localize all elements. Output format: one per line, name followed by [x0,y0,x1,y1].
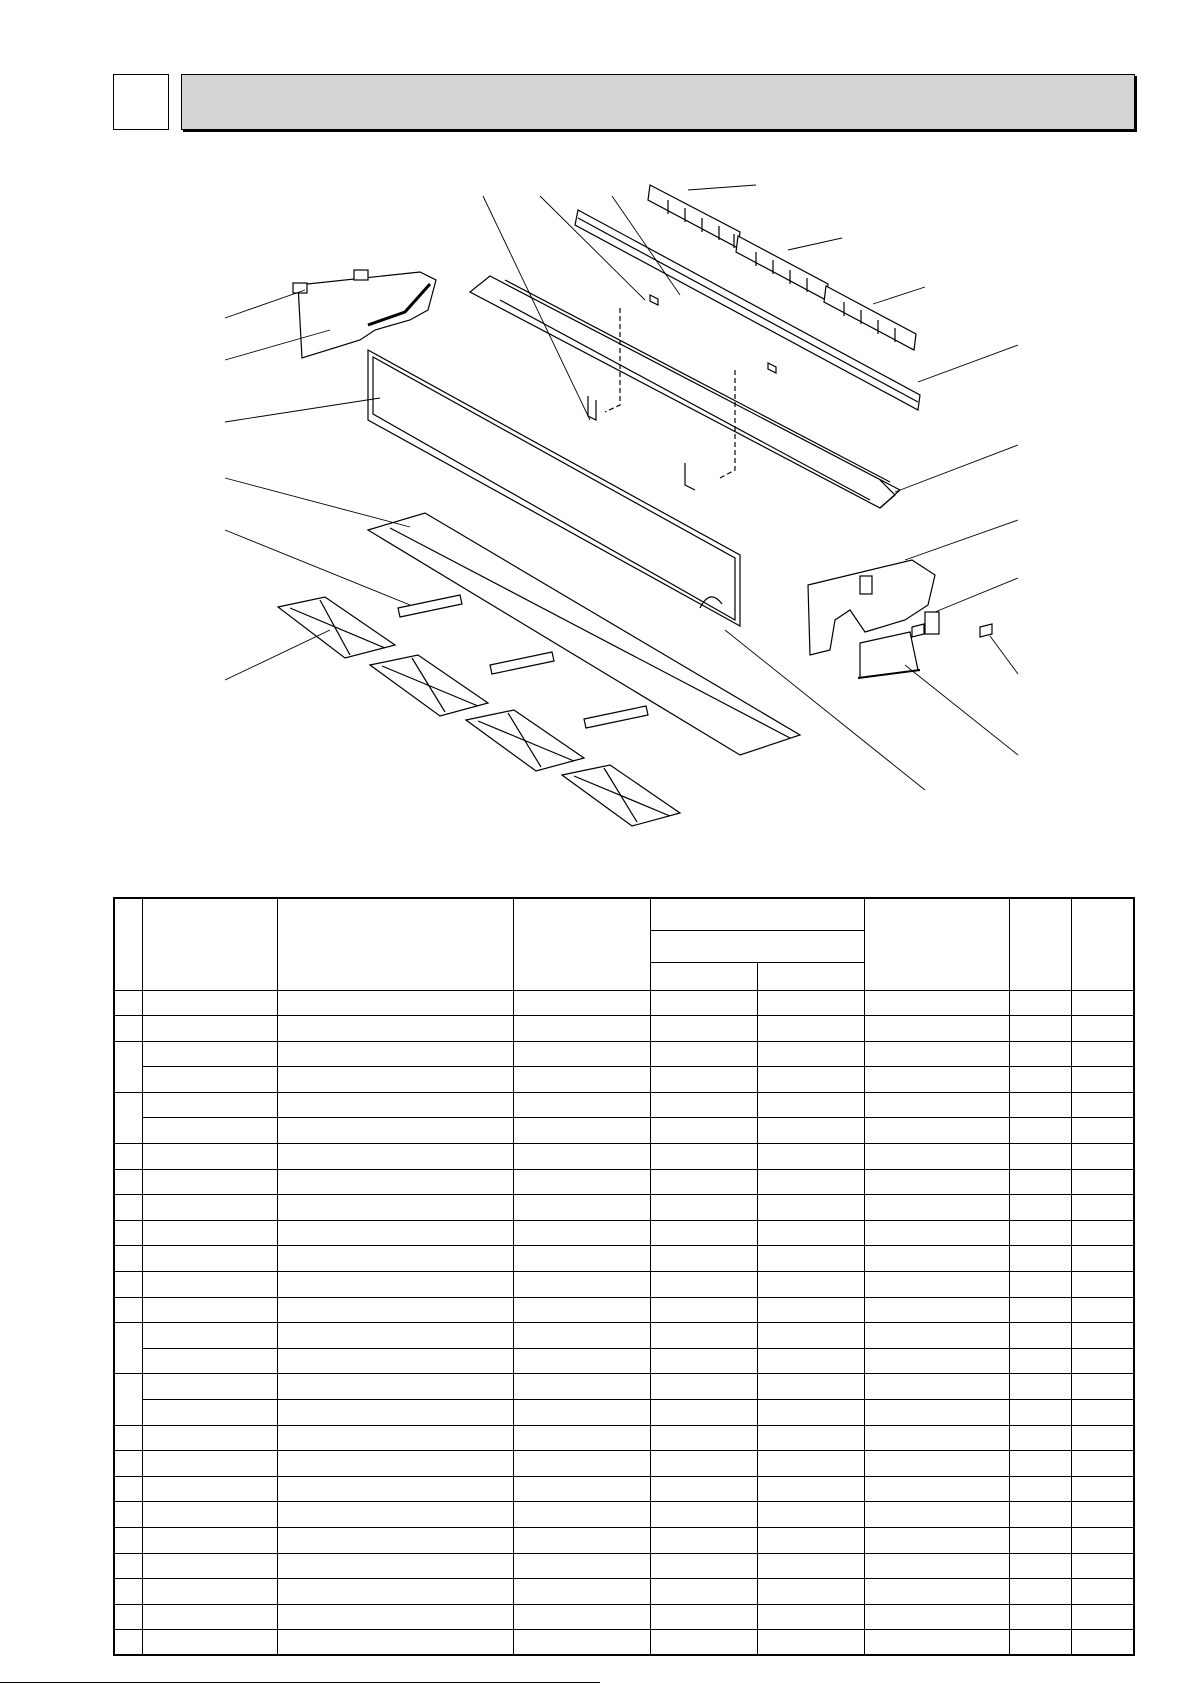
cell-qb [757,1067,864,1093]
cell-qa [650,1502,757,1528]
cell-spec [513,1067,650,1093]
cell-part-no [142,1067,277,1093]
cell-no [114,1297,142,1323]
cell-part-no [142,1297,277,1323]
cell-qb [757,1451,864,1477]
cell-qb [757,1220,864,1246]
cell-no [114,1195,142,1221]
cell-qa [650,1016,757,1042]
cell-spec [513,1348,650,1374]
cell-spec [513,1630,650,1656]
cell-name [277,1348,513,1374]
vane-strip-2 [736,236,828,300]
cell-w [1009,1092,1071,1118]
cell-w [1009,1553,1071,1579]
cell-remarks [864,1323,1009,1349]
cell-w [1009,990,1071,1016]
cell-r [1071,1016,1134,1042]
table-row [114,1092,1134,1118]
cell-w [1009,1476,1071,1502]
cell-qb [757,990,864,1016]
cell-remarks [864,1348,1009,1374]
cell-qa [650,1348,757,1374]
cell-r [1071,1579,1134,1605]
cell-spec [513,990,650,1016]
table-row [114,1195,1134,1221]
cell-name [277,1323,513,1349]
header-recommended-qty [1071,898,1134,990]
cell-part-no [142,1348,277,1374]
cell-r [1071,1144,1134,1170]
cell-r [1071,1092,1134,1118]
cell-spec [513,1016,650,1042]
cell-r [1071,1169,1134,1195]
cell-spec [513,1272,650,1298]
cell-w [1009,1272,1071,1298]
cell-w [1009,1502,1071,1528]
cell-w [1009,1067,1071,1093]
cell-r [1071,1195,1134,1221]
cell-remarks [864,1374,1009,1400]
cell-w [1009,1016,1071,1042]
cell-w [1009,1297,1071,1323]
cell-r [1071,990,1134,1016]
cell-qa [650,1297,757,1323]
cell-qa [650,1604,757,1630]
cell-no [114,1092,142,1143]
left-side-panel [293,270,436,358]
table-row [114,1630,1134,1656]
cell-part-no [142,1195,277,1221]
cell-remarks [864,1297,1009,1323]
table-row [114,1451,1134,1477]
cell-qa [650,1092,757,1118]
header-part-name [277,898,513,990]
cell-part-no [142,1630,277,1656]
air-filter-3 [466,710,584,771]
header-group-mid [650,930,864,962]
cell-part-no [142,1553,277,1579]
cell-spec [513,1195,650,1221]
cell-part-no [142,990,277,1016]
header-part-no [142,898,277,990]
cell-spec [513,1604,650,1630]
cell-remarks [864,1579,1009,1605]
cell-qa [650,1553,757,1579]
cell-part-no [142,1169,277,1195]
cell-name [277,1016,513,1042]
cell-qb [757,1144,864,1170]
cell-r [1071,1476,1134,1502]
cell-w [1009,1246,1071,1272]
cell-part-no [142,1502,277,1528]
cell-qa [650,1272,757,1298]
cell-qa [650,1374,757,1400]
cell-spec [513,1400,650,1426]
cell-r [1071,1220,1134,1246]
cell-spec [513,1553,650,1579]
cell-no [114,1425,142,1451]
table-row [114,1476,1134,1502]
cell-part-no [142,1604,277,1630]
cell-part-no [142,1451,277,1477]
cell-w [1009,1451,1071,1477]
table-row [114,1067,1134,1093]
table-row [114,1169,1134,1195]
cell-qa [650,1425,757,1451]
cell-spec [513,1220,650,1246]
cell-spec [513,1451,650,1477]
cell-remarks [864,1400,1009,1426]
cell-no [114,1527,142,1553]
cell-qa [650,1476,757,1502]
table-row [114,1220,1134,1246]
cell-qb [757,1553,864,1579]
cell-part-no [142,1527,277,1553]
cell-w [1009,1169,1071,1195]
cell-w [1009,1527,1071,1553]
cell-qa [650,1246,757,1272]
cell-spec [513,1041,650,1067]
cell-r [1071,1553,1134,1579]
cell-spec [513,1169,650,1195]
cell-qa [650,1067,757,1093]
header-sub-a [650,962,757,990]
cell-no [114,1604,142,1630]
cell-qb [757,1630,864,1656]
cell-remarks [864,1220,1009,1246]
cell-spec [513,1579,650,1605]
cell-part-no [142,1374,277,1400]
cell-qa [650,1527,757,1553]
cell-r [1071,1374,1134,1400]
cell-qb [757,1016,864,1042]
cell-r [1071,1272,1134,1298]
leader-lines [225,185,1018,790]
cell-spec [513,1425,650,1451]
cell-w [1009,1630,1071,1656]
cell-w [1009,1604,1071,1630]
cell-name [277,1041,513,1067]
cell-remarks [864,1144,1009,1170]
cell-r [1071,1425,1134,1451]
cell-name [277,1067,513,1093]
cell-qb [757,1272,864,1298]
cell-name [277,1400,513,1426]
cell-r [1071,1451,1134,1477]
cell-remarks [864,1272,1009,1298]
table-row [114,1502,1134,1528]
cell-no [114,1374,142,1425]
cell-name [277,1246,513,1272]
table-row [114,1144,1134,1170]
cell-no [114,1476,142,1502]
cell-remarks [864,1092,1009,1118]
cell-no [114,1451,142,1477]
cell-no [114,1502,142,1528]
cell-qa [650,1169,757,1195]
header-no [114,898,142,990]
cell-qa [650,1451,757,1477]
cell-name [277,1195,513,1221]
cell-r [1071,1527,1134,1553]
cell-qa [650,1630,757,1656]
cell-qa [650,1144,757,1170]
cell-remarks [864,1016,1009,1042]
cell-qb [757,1476,864,1502]
cell-spec [513,1323,650,1349]
cell-w [1009,1118,1071,1144]
cell-part-no [142,1144,277,1170]
cell-r [1071,1348,1134,1374]
cell-qa [650,1118,757,1144]
table-row [114,1527,1134,1553]
cell-name [277,1451,513,1477]
cell-qb [757,1527,864,1553]
parts-table [113,897,1135,1656]
cell-qb [757,1502,864,1528]
cell-remarks [864,1553,1009,1579]
cell-qa [650,1220,757,1246]
cell-no [114,1579,142,1605]
cell-r [1071,1067,1134,1093]
cell-name [277,1553,513,1579]
cell-qa [650,1041,757,1067]
cell-w [1009,1195,1071,1221]
cell-remarks [864,1169,1009,1195]
cell-name [277,1092,513,1118]
cell-name [277,1604,513,1630]
cell-no [114,1169,142,1195]
air-filter-2 [370,655,488,716]
cell-part-no [142,1400,277,1426]
cell-remarks [864,990,1009,1016]
header-wiring [1009,898,1071,990]
vane-strip-3 [824,286,916,350]
cell-spec [513,1502,650,1528]
cell-part-no [142,1016,277,1042]
cell-spec [513,1144,650,1170]
header-remarks [864,898,1009,990]
table-row [114,1323,1134,1349]
table-row [114,990,1134,1016]
cell-spec [513,1118,650,1144]
header-sub-b [757,962,864,990]
cell-name [277,1220,513,1246]
cell-part-no [142,1118,277,1144]
table-row [114,1579,1134,1605]
cell-qb [757,1092,864,1118]
cell-w [1009,1425,1071,1451]
cell-w [1009,1348,1071,1374]
cell-qa [650,1195,757,1221]
table-row [114,1016,1134,1042]
cell-part-no [142,1092,277,1118]
cell-no [114,1246,142,1272]
table-row [114,1604,1134,1630]
cell-r [1071,1630,1134,1656]
cell-remarks [864,1118,1009,1144]
cell-name [277,1425,513,1451]
cell-qa [650,1323,757,1349]
cell-remarks [864,1476,1009,1502]
cell-qb [757,1169,864,1195]
table-row [114,1118,1134,1144]
cell-part-no [142,1220,277,1246]
cell-qb [757,1348,864,1374]
cell-remarks [864,1425,1009,1451]
cell-no [114,1220,142,1246]
cell-qb [757,1195,864,1221]
cell-remarks [864,1246,1009,1272]
air-filter-1 [278,597,395,658]
cell-remarks [864,1630,1009,1656]
cell-qb [757,1118,864,1144]
cell-qb [757,1604,864,1630]
cell-qb [757,1425,864,1451]
cell-qb [757,1246,864,1272]
cell-qb [757,1579,864,1605]
cell-part-no [142,1041,277,1067]
cell-qa [650,1579,757,1605]
cell-part-no [142,1272,277,1298]
cell-no [114,1272,142,1298]
cell-r [1071,1323,1134,1349]
cell-no [114,990,142,1016]
cell-part-no [142,1323,277,1349]
table-row [114,1041,1134,1067]
cell-no [114,1016,142,1042]
cell-r [1071,1400,1134,1426]
cell-spec [513,1297,650,1323]
cell-name [277,1144,513,1170]
cell-no [114,1553,142,1579]
table-row [114,1272,1134,1298]
cell-qb [757,1400,864,1426]
cell-w [1009,1579,1071,1605]
table-row [114,1297,1134,1323]
cell-r [1071,1604,1134,1630]
cell-name [277,1579,513,1605]
cell-part-no [142,1579,277,1605]
cell-remarks [864,1195,1009,1221]
cell-remarks [864,1067,1009,1093]
cell-qb [757,1041,864,1067]
table-row [114,1246,1134,1272]
vane-strip-1 [648,185,740,248]
table-row [114,1425,1134,1451]
cell-remarks [864,1604,1009,1630]
air-filter-4 [562,765,680,826]
cell-remarks [864,1041,1009,1067]
cell-qb [757,1374,864,1400]
cell-part-no [142,1425,277,1451]
cell-qb [757,1297,864,1323]
cell-spec [513,1374,650,1400]
cell-no [114,1041,142,1092]
table-row [114,1374,1134,1400]
cell-name [277,1169,513,1195]
table-row [114,1553,1134,1579]
cell-w [1009,1220,1071,1246]
footer-rule [0,1682,600,1683]
cell-name [277,1374,513,1400]
cell-r [1071,1246,1134,1272]
cell-remarks [864,1502,1009,1528]
cell-spec [513,1092,650,1118]
parts-table-body [114,990,1134,1655]
cell-w [1009,1400,1071,1426]
cell-remarks [864,1451,1009,1477]
cell-r [1071,1118,1134,1144]
cell-part-no [142,1246,277,1272]
cell-name [277,1502,513,1528]
cell-qb [757,1323,864,1349]
table-row [114,1348,1134,1374]
cell-name [277,1630,513,1656]
cell-spec [513,1246,650,1272]
table-row [114,1400,1134,1426]
cell-qa [650,1400,757,1426]
cell-part-no [142,1476,277,1502]
header-specification [513,898,650,990]
cell-spec [513,1476,650,1502]
cell-r [1071,1041,1134,1067]
cell-name [277,1527,513,1553]
cell-w [1009,1323,1071,1349]
cell-w [1009,1144,1071,1170]
cell-remarks [864,1527,1009,1553]
cell-name [277,990,513,1016]
cell-name [277,1272,513,1298]
cell-no [114,1144,142,1170]
cell-qa [650,990,757,1016]
header-group-top [650,898,864,930]
cell-no [114,1323,142,1374]
cell-w [1009,1374,1071,1400]
cell-name [277,1297,513,1323]
cell-w [1009,1041,1071,1067]
cell-name [277,1476,513,1502]
cell-name [277,1118,513,1144]
cell-spec [513,1527,650,1553]
cell-r [1071,1297,1134,1323]
cell-no [114,1630,142,1656]
cell-r [1071,1502,1134,1528]
